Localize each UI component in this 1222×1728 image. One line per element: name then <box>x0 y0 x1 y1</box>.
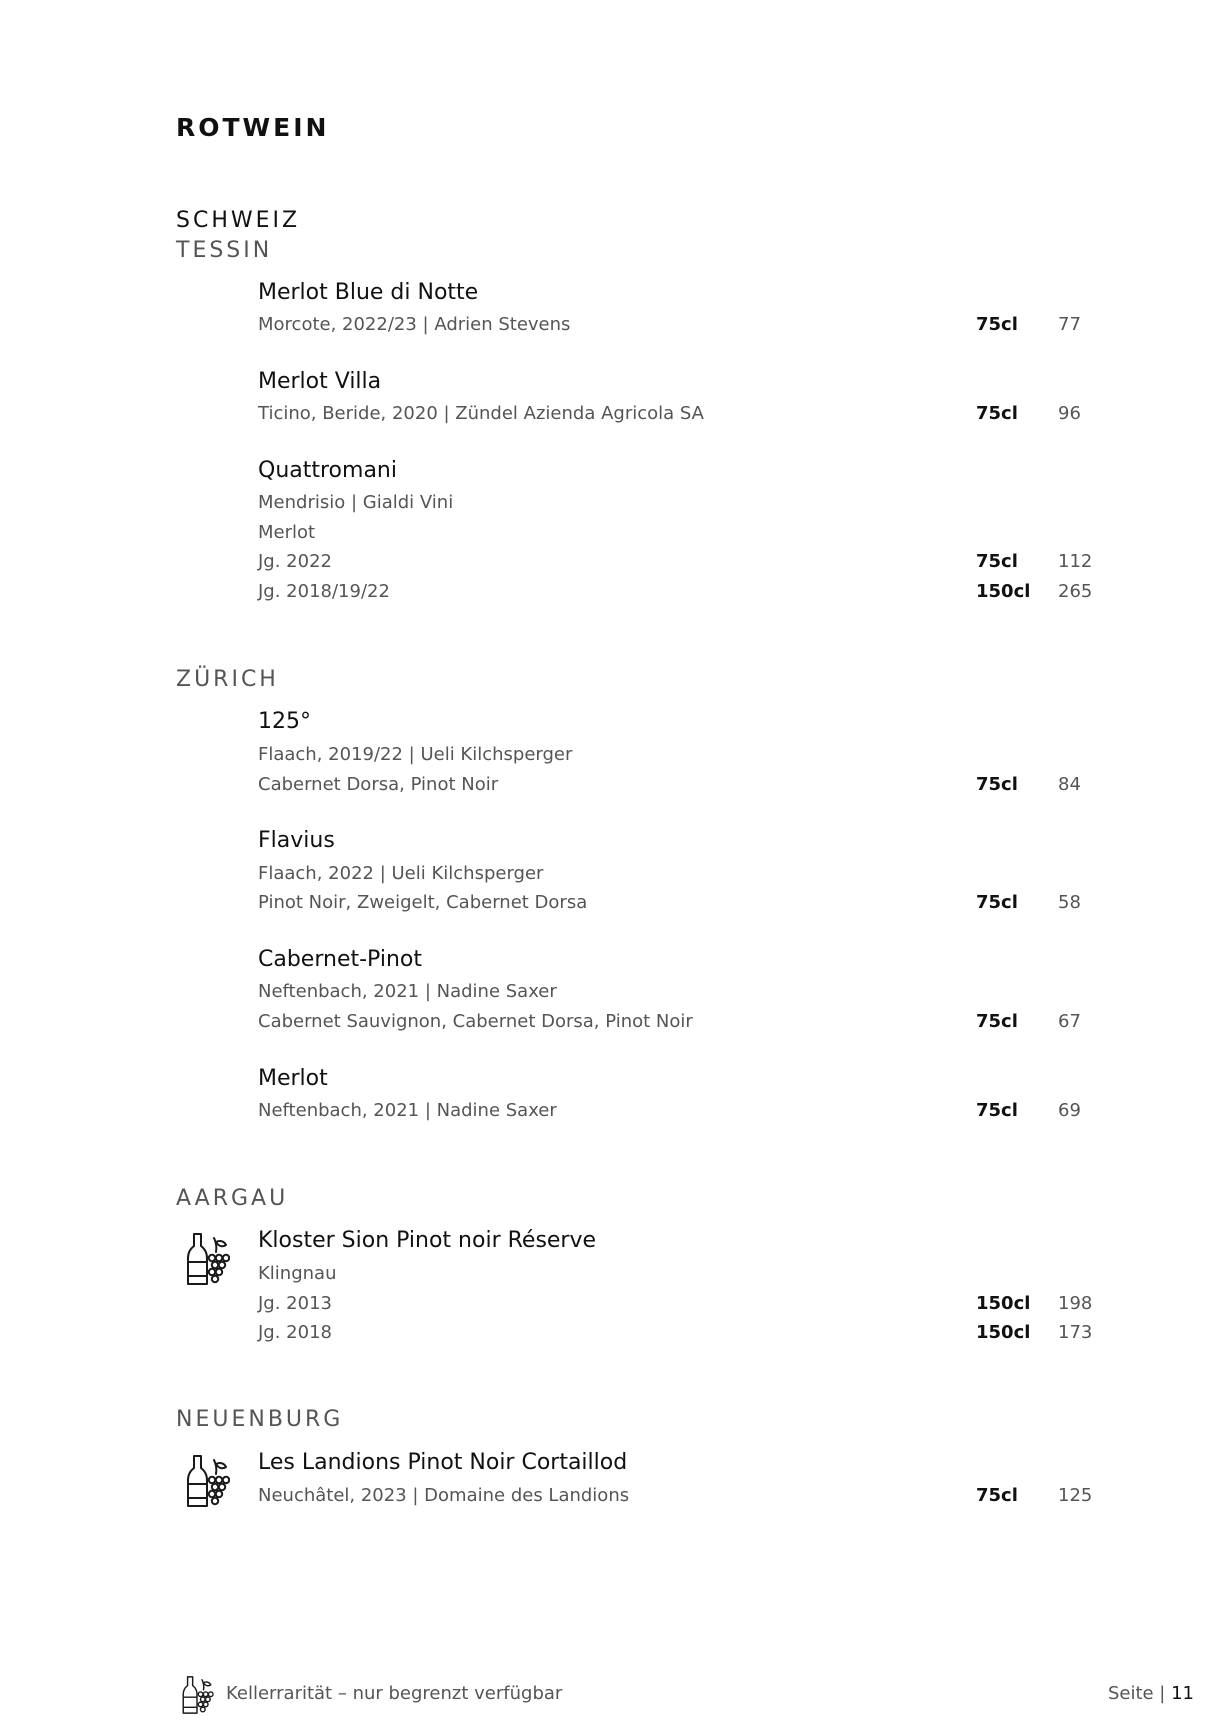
wine-price: 265 <box>1058 581 1093 602</box>
wine-price: 77 <box>1058 314 1081 335</box>
vintage-label: Jg. 2018 <box>258 1322 332 1343</box>
bottle-size: 75cl <box>976 1011 1018 1032</box>
region-heading-tessin: TESSIN <box>176 238 273 263</box>
bottle-grapes-icon <box>180 1674 214 1716</box>
bottle-size: 75cl <box>976 1485 1018 1506</box>
bottle-size: 75cl <box>976 774 1018 795</box>
wine-price: 198 <box>1058 1293 1093 1314</box>
page-title: ROTWEIN <box>176 113 330 142</box>
wine-origin: Morcote, 2022/23 | Adrien Stevens <box>258 314 571 335</box>
wine-grapes: Cabernet Sauvignon, Cabernet Dorsa, Pinot Noir <box>258 1011 693 1032</box>
wine-price: 58 <box>1058 892 1081 913</box>
page-number <box>1108 1683 1194 1704</box>
wine-grapes: Pinot Noir, Zweigelt, Cabernet Dorsa <box>258 892 588 913</box>
bottle-size: 150cl <box>976 1293 1031 1314</box>
wine-price: 125 <box>1058 1485 1093 1506</box>
wine-origin: Ticino, Beride, 2020 | Zündel Azienda Agricola SA <box>258 403 704 424</box>
wine-name: Merlot Villa <box>258 369 382 394</box>
wine-origin: Mendrisio | Gialdi Vini <box>258 492 454 513</box>
wine-name: Merlot <box>258 1066 328 1091</box>
region-heading-zuerich: ZÜRICH <box>176 667 279 692</box>
footer-legend: Kellerrarität – nur begrenzt verfügbar <box>226 1683 563 1704</box>
wine-origin: Neuchâtel, 2023 | Domaine des Landions <box>258 1485 630 1506</box>
wine-price: 112 <box>1058 551 1093 572</box>
bottle-size: 150cl <box>976 581 1031 602</box>
vintage-label: Jg. 2018/19/22 <box>258 581 390 602</box>
wine-name: Merlot Blue di Notte <box>258 280 479 305</box>
region-heading-neuenburg: NEUENBURG <box>176 1407 344 1432</box>
wine-grapes: Merlot <box>258 522 316 543</box>
region-heading-aargau: AARGAU <box>176 1186 289 1211</box>
bottle-size: 150cl <box>976 1322 1031 1343</box>
wine-origin: Neftenbach, 2021 | Nadine Saxer <box>258 1100 557 1121</box>
bottle-size: 75cl <box>976 403 1018 424</box>
bottle-grapes-icon <box>184 1230 230 1288</box>
wine-name: Kloster Sion Pinot noir Réserve <box>258 1228 597 1253</box>
wine-name: Quattromani <box>258 458 397 483</box>
bottle-size: 75cl <box>976 551 1018 572</box>
wine-price: 96 <box>1058 403 1081 424</box>
bottle-size: 75cl <box>976 1100 1018 1121</box>
wine-price: 84 <box>1058 774 1081 795</box>
vintage-label: Jg. 2013 <box>258 1293 332 1314</box>
wine-origin: Flaach, 2019/22 | Ueli Kilchsperger <box>258 744 573 765</box>
bottle-size: 75cl <box>976 314 1018 335</box>
page-number-value: 11 <box>1171 1683 1194 1704</box>
wine-name: Cabernet-Pinot <box>258 947 422 972</box>
wine-origin: Neftenbach, 2021 | Nadine Saxer <box>258 981 557 1002</box>
wine-origin: Flaach, 2022 | Ueli Kilchsperger <box>258 863 544 884</box>
wine-price: 173 <box>1058 1322 1093 1343</box>
bottle-size: 75cl <box>976 892 1018 913</box>
vintage-label: Jg. 2022 <box>258 551 332 572</box>
wine-price: 69 <box>1058 1100 1081 1121</box>
page-label: Seite | <box>1107 1683 1166 1704</box>
wine-name: Flavius <box>258 828 335 853</box>
wine-price: 67 <box>1058 1011 1081 1032</box>
bottle-grapes-icon <box>184 1452 230 1510</box>
wine-origin: Klingnau <box>258 1263 337 1284</box>
wine-grapes: Cabernet Dorsa, Pinot Noir <box>258 774 499 795</box>
country-heading: SCHWEIZ <box>176 208 301 233</box>
wine-name: Les Landions Pinot Noir Cortaillod <box>258 1450 628 1475</box>
wine-name: 125° <box>258 709 311 734</box>
